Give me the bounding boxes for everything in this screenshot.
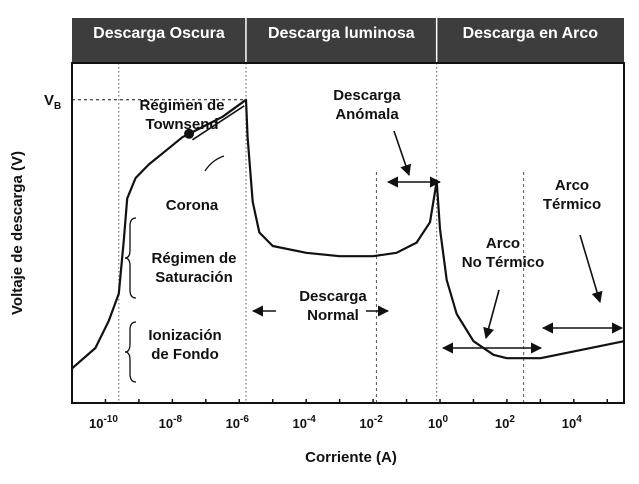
x-tick-label: $10^{-2}$ <box>359 414 383 431</box>
corona-pointer <box>205 156 224 171</box>
x-tick-label: $10^2$ <box>494 414 515 431</box>
region-guides <box>72 63 524 403</box>
annotation-normal: Descarga Normal <box>299 288 367 324</box>
x-axis-title: Corriente (A) <box>305 449 397 466</box>
ionization-brace <box>125 322 136 382</box>
no-termico-pointer-arrow <box>486 290 499 338</box>
saturation-brace <box>125 218 136 298</box>
annotation-corona: Corona <box>165 197 219 214</box>
annotation-no-termico: Arco No Térmico <box>461 235 545 271</box>
anomala-pointer-arrow <box>394 131 409 175</box>
region-label: Descarga luminosa <box>267 25 415 42</box>
termico-pointer-arrow <box>580 235 600 302</box>
region-label: Descarga Oscura <box>93 25 225 42</box>
annotation-termico: Arco Térmico <box>542 177 602 213</box>
x-tick-label: $10^{-4}$ <box>292 414 316 431</box>
annotation-anomala: Descarga Anómala <box>333 87 401 123</box>
vb-label: $V_B$ <box>44 91 62 112</box>
x-tick-label: $10^4$ <box>561 414 582 431</box>
region-label: Descarga en Arco <box>462 25 599 42</box>
region-header-band <box>72 18 624 63</box>
x-tick-label: $10^{-6}$ <box>225 414 249 431</box>
x-tick-label: $10^{-8}$ <box>158 414 183 431</box>
x-tick-label: $10^{-10}$ <box>88 414 118 431</box>
annotation-ionizacion: Ionización de Fondo <box>148 327 222 363</box>
annotation-townsend: Régimen de Townsend <box>139 97 225 133</box>
annotations <box>139 87 601 363</box>
y-axis-title: Voltaje de descarga (V) <box>9 151 26 315</box>
annotation-saturacion: Régimen de Saturación <box>151 250 237 286</box>
x-tick-label: $10^0$ <box>427 414 449 431</box>
